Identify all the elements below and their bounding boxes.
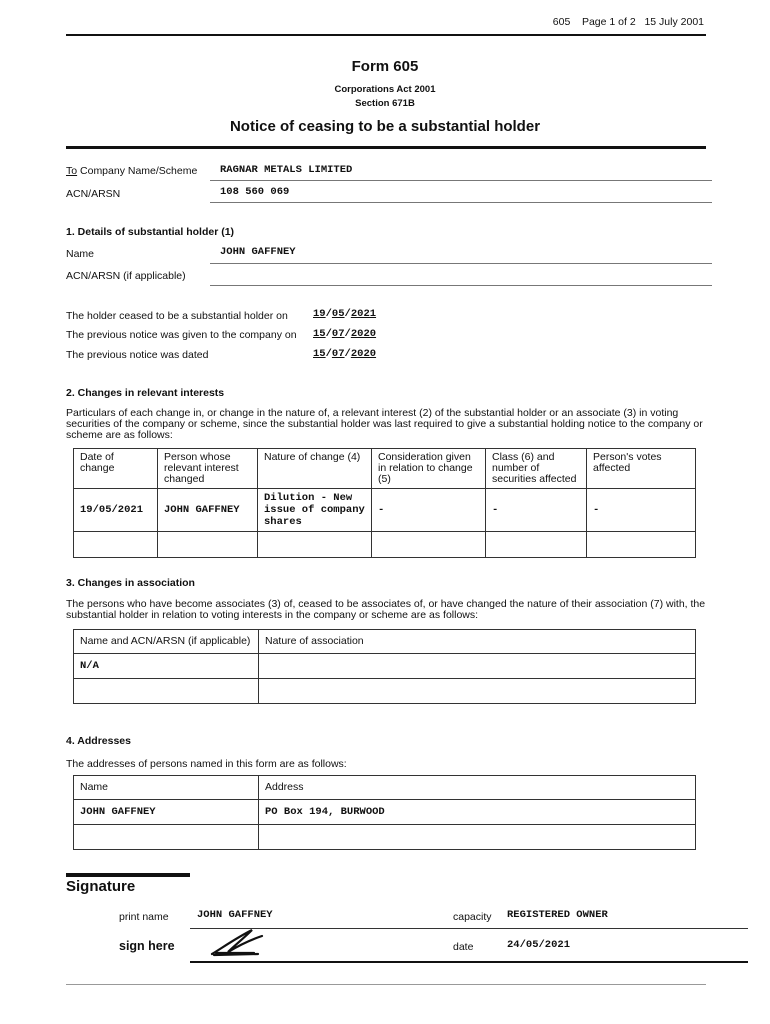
cell-empty: [486, 532, 587, 558]
prev-given-year: 2020: [350, 328, 377, 340]
capacity-label: capacity: [453, 911, 492, 923]
cell-empty: [74, 825, 259, 850]
section3-intro: The persons who have become associates (3) of, ceased to be associates of, or have changed the nature of their association (7) with, the substantial holder in relation to voting interests in the company or scheme are as follows:: [66, 598, 706, 621]
company-label-text: Company Name/Scheme: [80, 165, 198, 177]
header-date: 15 July 2001: [644, 16, 704, 28]
table-row: [74, 532, 696, 558]
footer-rule: [66, 984, 706, 985]
print-name-value: JOHN GAFFNEY: [197, 909, 273, 921]
section-ref: Section 671B: [355, 98, 415, 109]
title-rule: [66, 146, 706, 149]
addresses-table: [73, 775, 696, 850]
date-separator: /: [344, 348, 351, 360]
signature-date-value: 24/05/2021: [507, 939, 571, 951]
cell-date: 19/05/2021: [74, 489, 158, 532]
prev-given-day: 15: [313, 328, 326, 340]
cell-nature: [259, 654, 696, 679]
cell-address: PO Box 194, BURWOOD: [259, 800, 696, 825]
col-name: Name: [74, 776, 259, 800]
cell-class: -: [486, 489, 587, 532]
holder-name-label: Name: [66, 248, 95, 260]
section4-intro: The addresses of persons named in this form are as follows:: [66, 758, 347, 770]
ceased-day: 19: [313, 308, 326, 320]
company-name-value: RAGNAR METALS LIMITED: [220, 164, 353, 176]
col-person: Person whose relevant interest changed: [158, 449, 258, 489]
date-separator: /: [344, 308, 351, 320]
col-address: Address: [259, 776, 696, 800]
cell-person: JOHN GAFFNEY: [158, 489, 258, 532]
changes-header-row: [74, 449, 696, 489]
section2-intro: Particulars of each change in, or change in the nature of, a relevant interest (2) of the substantial holder or an associate (3) in voting securities of the company or scheme, since the substantial holder was last required to give a substantial holding notice to the company or scheme are as follows:: [66, 407, 703, 441]
cell-nature: Dilution - New issue of company shares: [258, 489, 372, 532]
changes-table: [73, 448, 696, 558]
col-class: Class (6) and number of securities affected: [486, 449, 587, 489]
prev-given-month: 07: [331, 328, 345, 340]
cell-empty: [74, 532, 158, 558]
section4-heading: 4. Addresses: [66, 735, 131, 747]
acn-line: [210, 202, 712, 203]
print-name-line: [190, 928, 748, 929]
cell-empty: [372, 532, 486, 558]
section1-heading: 1. Details of substantial holder (1): [66, 226, 235, 238]
cell-empty: [587, 532, 696, 558]
to-label: To: [66, 165, 78, 177]
date-separator: /: [325, 328, 332, 340]
ceased-date: [313, 308, 376, 320]
prev-dated-month: 07: [331, 348, 345, 360]
ceased-label: The holder ceased to be a substantial holder on: [66, 310, 288, 322]
company-name-label: [66, 165, 197, 177]
holder-acn-label: ACN/ARSN (if applicable): [66, 270, 186, 282]
cell-votes: -: [587, 489, 696, 532]
act-name: Corporations Act 2001: [334, 84, 436, 95]
date-label: date: [453, 941, 474, 953]
association-header-row: [74, 630, 696, 654]
prev-dated-date: [313, 348, 376, 360]
col-name-acn: Name and ACN/ARSN (if applicable): [74, 630, 259, 654]
holder-name-value: JOHN GAFFNEY: [220, 246, 296, 258]
holder-acn-line: [210, 285, 712, 286]
col-consideration: Consideration given in relation to change (5): [372, 449, 486, 489]
prev-given-label: The previous notice was given to the company on: [66, 329, 297, 341]
section3-heading: 3. Changes in association: [66, 577, 195, 589]
section2-heading: 2. Changes in relevant interests: [66, 387, 225, 399]
col-nature-association: Nature of association: [259, 630, 696, 654]
col-nature: Nature of change (4): [258, 449, 372, 489]
association-table: [73, 629, 696, 704]
date-separator: /: [325, 348, 332, 360]
form-title: Form 605: [351, 58, 419, 75]
notice-title: Notice of ceasing to be a substantial holder: [229, 118, 541, 135]
ceased-month: 05: [331, 308, 345, 320]
acn-value: 108 560 069: [220, 186, 290, 198]
cell-empty: [158, 532, 258, 558]
table-row: [74, 800, 696, 825]
date-separator: /: [344, 328, 351, 340]
cell-empty: [259, 679, 696, 704]
cell-empty: [259, 825, 696, 850]
company-name-line: [210, 180, 712, 181]
col-votes: Person's votes affected: [587, 449, 696, 489]
ceased-year: 2021: [350, 308, 377, 320]
prev-given-date: [313, 328, 376, 340]
acn-label: ACN/ARSN: [66, 188, 121, 200]
col-date-of-change: Date of change: [74, 449, 158, 489]
addresses-header-row: [74, 776, 696, 800]
cell-empty: [258, 532, 372, 558]
prev-dated-label: The previous notice was dated: [66, 349, 209, 361]
handwritten-signature: [208, 924, 270, 958]
holder-name-line: [210, 263, 712, 264]
date-separator: /: [325, 308, 332, 320]
form-number: 605: [552, 16, 571, 28]
signature-heading: Signature: [66, 878, 136, 895]
prev-dated-day: 15: [313, 348, 326, 360]
capacity-value: REGISTERED OWNER: [507, 909, 608, 921]
sign-here-label: sign here: [119, 939, 175, 953]
table-row: [74, 825, 696, 850]
prev-dated-year: 2020: [350, 348, 377, 360]
table-row: [74, 654, 696, 679]
sign-line: [190, 961, 748, 963]
page-header: [553, 16, 704, 28]
table-row: [74, 489, 696, 532]
page-indicator: Page 1 of 2: [581, 16, 636, 28]
cell-name: N/A: [74, 654, 259, 679]
cell-empty: [74, 679, 259, 704]
header-rule: [66, 34, 706, 36]
signature-bar: [66, 873, 190, 877]
table-row: [74, 679, 696, 704]
print-name-label: print name: [119, 911, 169, 923]
cell-name: JOHN GAFFNEY: [74, 800, 259, 825]
cell-consideration: -: [372, 489, 486, 532]
